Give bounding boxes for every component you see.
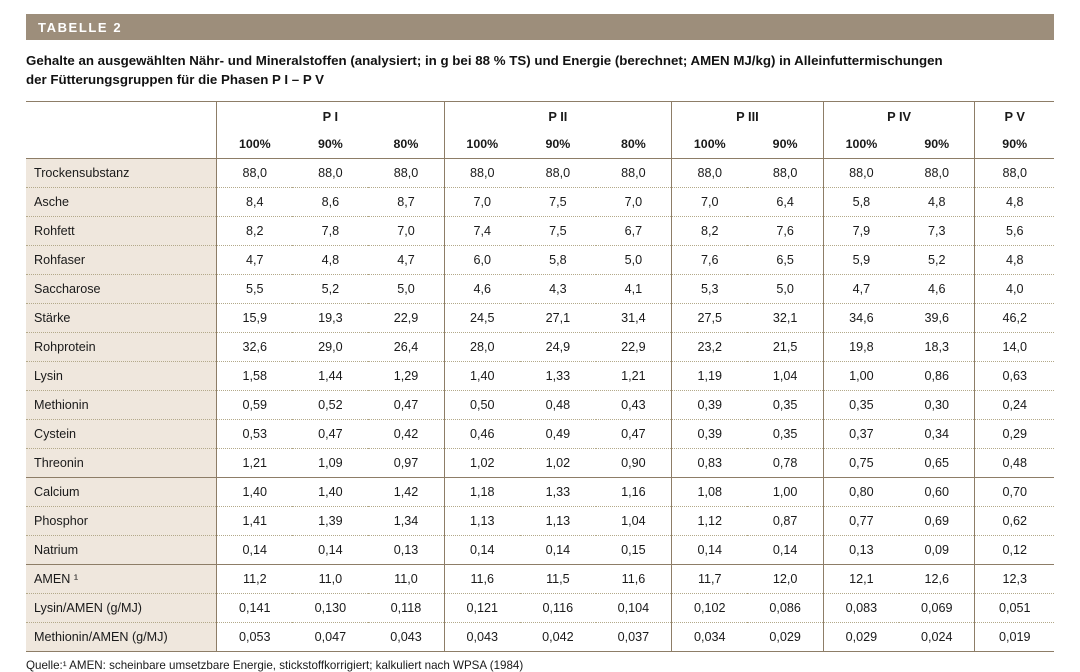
cell-value: 11,2 bbox=[217, 565, 293, 594]
row-label: Methionin bbox=[26, 391, 217, 420]
cell-value: 12,6 bbox=[899, 565, 975, 594]
cell-value: 0,49 bbox=[520, 420, 596, 449]
cell-value: 88,0 bbox=[672, 159, 748, 188]
cell-value: 1,00 bbox=[823, 362, 899, 391]
cell-value: 1,21 bbox=[596, 362, 672, 391]
cell-value: 0,80 bbox=[823, 478, 899, 507]
cell-value: 4,8 bbox=[292, 246, 368, 275]
phase-group-p2: P II bbox=[444, 102, 671, 131]
cell-value: 0,029 bbox=[823, 623, 899, 652]
table-caption bbox=[26, 51, 1036, 89]
cell-value: 5,5 bbox=[217, 275, 293, 304]
row-label: Threonin bbox=[26, 449, 217, 478]
cell-value: 0,46 bbox=[444, 420, 520, 449]
cell-value: 12,3 bbox=[975, 565, 1054, 594]
cell-value: 88,0 bbox=[975, 159, 1054, 188]
row-label: Stärke bbox=[26, 304, 217, 333]
row-label: Natrium bbox=[26, 536, 217, 565]
percent-header-2: 80% bbox=[393, 137, 419, 151]
table-row bbox=[26, 362, 1054, 391]
cell-value: 0,118 bbox=[368, 594, 444, 623]
cell-value: 4,8 bbox=[899, 188, 975, 217]
table-number-bar bbox=[26, 14, 1054, 40]
cell-value: 0,48 bbox=[520, 391, 596, 420]
cell-value: 1,33 bbox=[520, 478, 596, 507]
table-row bbox=[26, 420, 1054, 449]
cell-value: 6,0 bbox=[444, 246, 520, 275]
cell-value: 1,41 bbox=[217, 507, 293, 536]
cell-value: 15,9 bbox=[217, 304, 293, 333]
cell-value: 0,77 bbox=[823, 507, 899, 536]
cell-value: 11,6 bbox=[596, 565, 672, 594]
cell-value: 7,0 bbox=[672, 188, 748, 217]
cell-value: 4,7 bbox=[368, 246, 444, 275]
percent-header-8: 100% bbox=[823, 130, 899, 159]
cell-value: 32,1 bbox=[747, 304, 823, 333]
cell-value: 1,29 bbox=[368, 362, 444, 391]
cell-value: 0,48 bbox=[975, 449, 1054, 478]
cell-value: 5,9 bbox=[823, 246, 899, 275]
cell-value: 4,7 bbox=[823, 275, 899, 304]
cell-value: 5,0 bbox=[747, 275, 823, 304]
cell-value: 0,52 bbox=[292, 391, 368, 420]
row-label: Trockensubstanz bbox=[26, 159, 217, 188]
cell-value: 6,7 bbox=[596, 217, 672, 246]
percent-header-6: 100% bbox=[672, 130, 748, 159]
cell-value: 0,13 bbox=[368, 536, 444, 565]
cell-value: 0,35 bbox=[747, 420, 823, 449]
cell-value: 11,0 bbox=[292, 565, 368, 594]
cell-value: 11,7 bbox=[672, 565, 748, 594]
cell-value: 0,12 bbox=[975, 536, 1054, 565]
cell-value: 1,34 bbox=[368, 507, 444, 536]
cell-value: 0,029 bbox=[747, 623, 823, 652]
cell-value: 0,130 bbox=[292, 594, 368, 623]
cell-value: 0,90 bbox=[596, 449, 672, 478]
table-row bbox=[26, 594, 1054, 623]
row-label: Cystein bbox=[26, 420, 217, 449]
table-page bbox=[0, 14, 1080, 672]
cell-value: 0,42 bbox=[368, 420, 444, 449]
cell-value: 1,12 bbox=[672, 507, 748, 536]
cell-value: 19,3 bbox=[292, 304, 368, 333]
cell-value: 1,21 bbox=[217, 449, 293, 478]
phase-group-header-row bbox=[26, 102, 1054, 131]
cell-value: 0,35 bbox=[823, 391, 899, 420]
cell-value: 88,0 bbox=[444, 159, 520, 188]
row-label: Lysin bbox=[26, 362, 217, 391]
cell-value: 1,39 bbox=[292, 507, 368, 536]
cell-value: 24,5 bbox=[444, 304, 520, 333]
cell-value: 7,5 bbox=[520, 188, 596, 217]
cell-value: 0,053 bbox=[217, 623, 293, 652]
cell-value: 27,1 bbox=[520, 304, 596, 333]
cell-value: 0,62 bbox=[975, 507, 1054, 536]
table-row bbox=[26, 333, 1054, 362]
cell-value: 0,47 bbox=[368, 391, 444, 420]
cell-value: 88,0 bbox=[520, 159, 596, 188]
cell-value: 0,047 bbox=[292, 623, 368, 652]
percent-header-3: 100% bbox=[444, 130, 520, 159]
cell-value: 0,24 bbox=[975, 391, 1054, 420]
cell-value: 0,39 bbox=[672, 391, 748, 420]
cell-value: 1,09 bbox=[292, 449, 368, 478]
nutrient-table-body bbox=[26, 159, 1054, 652]
cell-value: 7,0 bbox=[444, 188, 520, 217]
cell-value: 7,0 bbox=[368, 217, 444, 246]
cell-value: 27,5 bbox=[672, 304, 748, 333]
cell-value: 0,87 bbox=[747, 507, 823, 536]
percent-header-7: 90% bbox=[772, 137, 798, 151]
cell-value: 0,65 bbox=[899, 449, 975, 478]
cell-value: 1,40 bbox=[217, 478, 293, 507]
cell-value: 0,15 bbox=[596, 536, 672, 565]
cell-value: 1,00 bbox=[747, 478, 823, 507]
cell-value: 88,0 bbox=[368, 159, 444, 188]
cell-value: 0,042 bbox=[520, 623, 596, 652]
cell-value: 0,102 bbox=[672, 594, 748, 623]
cell-value: 23,2 bbox=[672, 333, 748, 362]
cell-value: 1,58 bbox=[217, 362, 293, 391]
table-row bbox=[26, 217, 1054, 246]
cell-value: 46,2 bbox=[975, 304, 1054, 333]
table-row bbox=[26, 275, 1054, 304]
cell-value: 5,2 bbox=[292, 275, 368, 304]
row-label: Saccharose bbox=[26, 275, 217, 304]
cell-value: 1,13 bbox=[444, 507, 520, 536]
cell-value: 18,3 bbox=[899, 333, 975, 362]
row-label: Lysin/AMEN (g/MJ) bbox=[26, 594, 217, 623]
cell-value: 1,16 bbox=[596, 478, 672, 507]
cell-value: 0,14 bbox=[747, 536, 823, 565]
cell-value: 0,141 bbox=[217, 594, 293, 623]
nutrient-table bbox=[26, 101, 1054, 652]
cell-value: 5,8 bbox=[823, 188, 899, 217]
table-row bbox=[26, 304, 1054, 333]
cell-value: 4,6 bbox=[899, 275, 975, 304]
row-label: Methionin/AMEN (g/MJ) bbox=[26, 623, 217, 652]
cell-value: 1,02 bbox=[444, 449, 520, 478]
cell-value: 0,97 bbox=[368, 449, 444, 478]
cell-value: 88,0 bbox=[823, 159, 899, 188]
cell-value: 7,0 bbox=[596, 188, 672, 217]
cell-value: 1,40 bbox=[292, 478, 368, 507]
table-number-label: TABELLE 2 bbox=[38, 19, 123, 35]
cell-value: 24,9 bbox=[520, 333, 596, 362]
cell-value: 0,14 bbox=[292, 536, 368, 565]
cell-value: 5,8 bbox=[520, 246, 596, 275]
cell-value: 0,43 bbox=[596, 391, 672, 420]
cell-value: 6,5 bbox=[747, 246, 823, 275]
cell-value: 31,4 bbox=[596, 304, 672, 333]
cell-value: 88,0 bbox=[899, 159, 975, 188]
cell-value: 0,50 bbox=[444, 391, 520, 420]
cell-value: 0,86 bbox=[899, 362, 975, 391]
cell-value: 1,04 bbox=[747, 362, 823, 391]
cell-value: 7,6 bbox=[672, 246, 748, 275]
cell-value: 5,2 bbox=[899, 246, 975, 275]
cell-value: 0,63 bbox=[975, 362, 1054, 391]
phase-group-p1: P I bbox=[217, 102, 444, 131]
cell-value: 28,0 bbox=[444, 333, 520, 362]
cell-value: 0,083 bbox=[823, 594, 899, 623]
cell-value: 1,08 bbox=[672, 478, 748, 507]
cell-value: 5,6 bbox=[975, 217, 1054, 246]
cell-value: 0,14 bbox=[520, 536, 596, 565]
cell-value: 4,8 bbox=[975, 246, 1054, 275]
cell-value: 14,0 bbox=[975, 333, 1054, 362]
cell-value: 0,78 bbox=[747, 449, 823, 478]
row-label: AMEN ¹ bbox=[26, 565, 217, 594]
cell-value: 0,14 bbox=[444, 536, 520, 565]
cell-value: 1,42 bbox=[368, 478, 444, 507]
cell-value: 4,6 bbox=[444, 275, 520, 304]
header-corner-cell bbox=[26, 102, 217, 131]
cell-value: 0,34 bbox=[899, 420, 975, 449]
cell-value: 26,4 bbox=[368, 333, 444, 362]
percent-header-10: 90% bbox=[975, 130, 1054, 159]
percent-corner-cell bbox=[26, 130, 217, 159]
cell-value: 0,024 bbox=[899, 623, 975, 652]
percent-header-0: 100% bbox=[217, 130, 293, 159]
cell-value: 1,13 bbox=[520, 507, 596, 536]
cell-value: 88,0 bbox=[217, 159, 293, 188]
cell-value: 1,19 bbox=[672, 362, 748, 391]
table-row bbox=[26, 246, 1054, 275]
cell-value: 0,35 bbox=[747, 391, 823, 420]
cell-value: 0,104 bbox=[596, 594, 672, 623]
cell-value: 11,6 bbox=[444, 565, 520, 594]
cell-value: 6,4 bbox=[747, 188, 823, 217]
table-row bbox=[26, 623, 1054, 652]
cell-value: 7,8 bbox=[292, 217, 368, 246]
row-label: Rohprotein bbox=[26, 333, 217, 362]
cell-value: 1,18 bbox=[444, 478, 520, 507]
cell-value: 0,037 bbox=[596, 623, 672, 652]
cell-value: 11,5 bbox=[520, 565, 596, 594]
cell-value: 4,8 bbox=[975, 188, 1054, 217]
table-row bbox=[26, 478, 1054, 507]
percent-header-row bbox=[26, 130, 1054, 159]
cell-value: 0,75 bbox=[823, 449, 899, 478]
cell-value: 0,121 bbox=[444, 594, 520, 623]
table-row bbox=[26, 565, 1054, 594]
cell-value: 11,0 bbox=[368, 565, 444, 594]
cell-value: 88,0 bbox=[292, 159, 368, 188]
cell-value: 7,3 bbox=[899, 217, 975, 246]
cell-value: 0,53 bbox=[217, 420, 293, 449]
cell-value: 1,33 bbox=[520, 362, 596, 391]
cell-value: 4,1 bbox=[596, 275, 672, 304]
phase-group-p4: P IV bbox=[823, 102, 975, 131]
row-label: Phosphor bbox=[26, 507, 217, 536]
cell-value: 1,02 bbox=[520, 449, 596, 478]
cell-value: 8,4 bbox=[217, 188, 293, 217]
cell-value: 21,5 bbox=[747, 333, 823, 362]
row-label: Rohfaser bbox=[26, 246, 217, 275]
cell-value: 0,043 bbox=[368, 623, 444, 652]
cell-value: 5,0 bbox=[596, 246, 672, 275]
cell-value: 0,051 bbox=[975, 594, 1054, 623]
cell-value: 7,5 bbox=[520, 217, 596, 246]
cell-value: 7,9 bbox=[823, 217, 899, 246]
row-label: Rohfett bbox=[26, 217, 217, 246]
cell-value: 0,47 bbox=[596, 420, 672, 449]
cell-value: 88,0 bbox=[747, 159, 823, 188]
cell-value: 0,043 bbox=[444, 623, 520, 652]
table-row bbox=[26, 391, 1054, 420]
cell-value: 12,0 bbox=[747, 565, 823, 594]
phase-group-p5: P V bbox=[975, 102, 1054, 131]
cell-value: 0,019 bbox=[975, 623, 1054, 652]
cell-value: 39,6 bbox=[899, 304, 975, 333]
cell-value: 1,44 bbox=[292, 362, 368, 391]
percent-header-9: 90% bbox=[924, 137, 950, 151]
cell-value: 7,4 bbox=[444, 217, 520, 246]
cell-value: 0,13 bbox=[823, 536, 899, 565]
cell-value: 0,59 bbox=[217, 391, 293, 420]
table-row bbox=[26, 449, 1054, 478]
percent-header-4: 90% bbox=[545, 137, 571, 151]
cell-value: 4,7 bbox=[217, 246, 293, 275]
cell-value: 34,6 bbox=[823, 304, 899, 333]
cell-value: 0,034 bbox=[672, 623, 748, 652]
cell-value: 0,14 bbox=[672, 536, 748, 565]
table-row bbox=[26, 159, 1054, 188]
cell-value: 29,0 bbox=[292, 333, 368, 362]
cell-value: 0,086 bbox=[747, 594, 823, 623]
cell-value: 4,3 bbox=[520, 275, 596, 304]
cell-value: 0,14 bbox=[217, 536, 293, 565]
table-caption-line1: Gehalte an ausgewählten Nähr- und Mineralstoffen (analysiert; in g bei 88 % TS) und Energie (berechnet; AMEN MJ/kg) in Alleinfuttermischungen bbox=[26, 53, 943, 68]
cell-value: 0,116 bbox=[520, 594, 596, 623]
cell-value: 1,40 bbox=[444, 362, 520, 391]
cell-value: 32,6 bbox=[217, 333, 293, 362]
cell-value: 8,7 bbox=[368, 188, 444, 217]
row-label: Calcium bbox=[26, 478, 217, 507]
table-row bbox=[26, 507, 1054, 536]
cell-value: 0,069 bbox=[899, 594, 975, 623]
cell-value: 5,3 bbox=[672, 275, 748, 304]
percent-header-5: 80% bbox=[621, 137, 646, 151]
cell-value: 88,0 bbox=[596, 159, 672, 188]
cell-value: 0,29 bbox=[975, 420, 1054, 449]
cell-value: 0,83 bbox=[672, 449, 748, 478]
cell-value: 0,47 bbox=[292, 420, 368, 449]
table-row bbox=[26, 536, 1054, 565]
cell-value: 22,9 bbox=[368, 304, 444, 333]
cell-value: 1,04 bbox=[596, 507, 672, 536]
cell-value: 0,70 bbox=[975, 478, 1054, 507]
cell-value: 7,6 bbox=[747, 217, 823, 246]
cell-value: 12,1 bbox=[823, 565, 899, 594]
cell-value: 19,8 bbox=[823, 333, 899, 362]
phase-group-p3: P III bbox=[672, 102, 824, 131]
table-row bbox=[26, 188, 1054, 217]
cell-value: 8,2 bbox=[672, 217, 748, 246]
percent-header-1: 90% bbox=[317, 137, 343, 151]
row-label: Asche bbox=[26, 188, 217, 217]
cell-value: 22,9 bbox=[596, 333, 672, 362]
table-source-note: Quelle:¹ AMEN: scheinbare umsetzbare Energie, stickstoffkorrigiert; kalkuliert nach WPSA (1984) bbox=[26, 659, 524, 672]
cell-value: 5,0 bbox=[368, 275, 444, 304]
cell-value: 8,6 bbox=[292, 188, 368, 217]
cell-value: 0,37 bbox=[823, 420, 899, 449]
cell-value: 0,60 bbox=[899, 478, 975, 507]
cell-value: 8,2 bbox=[217, 217, 293, 246]
cell-value: 4,0 bbox=[975, 275, 1054, 304]
table-caption-line2: der Fütterungsgruppen für die Phasen P I – P V bbox=[26, 72, 325, 87]
cell-value: 0,39 bbox=[672, 420, 748, 449]
cell-value: 0,30 bbox=[899, 391, 975, 420]
cell-value: 0,69 bbox=[899, 507, 975, 536]
cell-value: 0,09 bbox=[899, 536, 975, 565]
